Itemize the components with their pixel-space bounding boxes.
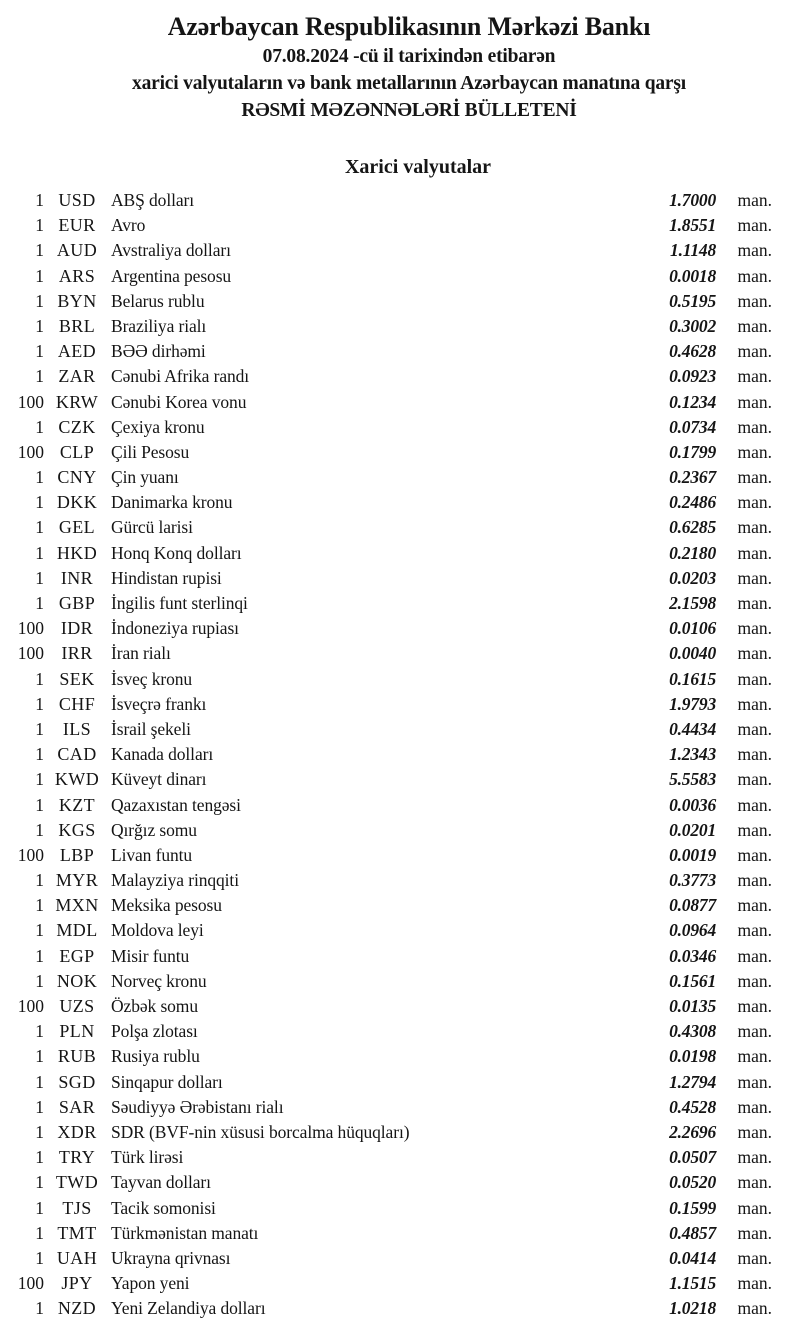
quantity: 100: [17, 441, 44, 462]
currency-name: İsveçrə frankı: [111, 693, 207, 714]
exchange-rate: 1.2794: [669, 1071, 716, 1092]
currency-code: TJS: [62, 1197, 92, 1218]
unit-label: man.: [737, 643, 772, 664]
currency-code: RUB: [57, 1046, 97, 1067]
currency-code: GBP: [58, 593, 96, 613]
quantity: 1: [35, 190, 44, 210]
currency-code: MXN: [55, 895, 99, 916]
quantity: 1: [35, 945, 44, 966]
currency-name: Norveç kronu: [111, 970, 207, 991]
unit-label: man.: [737, 794, 772, 815]
table-row: [0, 188, 800, 213]
currency-code: ILS: [62, 718, 92, 739]
page-title: Azərbaycan Respublikasının Mərkəzi Bankı: [167, 12, 651, 41]
currency-code: MDL: [56, 920, 98, 941]
exchange-rate: 0.0507: [669, 1147, 716, 1168]
exchange-rate: 0.0877: [669, 895, 716, 916]
exchange-rate: 0.3773: [669, 870, 716, 891]
table-row: [0, 339, 800, 364]
table-row: [0, 213, 800, 238]
unit-label: man.: [737, 920, 772, 941]
exchange-rate: 1.1148: [670, 240, 716, 261]
table-row: [0, 1070, 800, 1095]
quantity: 1: [35, 819, 44, 840]
currency-name: Cənubi Afrika randı: [111, 366, 250, 387]
unit-label: man.: [737, 1147, 772, 1168]
currency-name: Argentina pesosu: [111, 265, 232, 286]
table-row: [0, 692, 800, 717]
currency-name: Türk lirəsi: [111, 1147, 184, 1168]
quantity: 1: [35, 1121, 44, 1142]
currency-code: NZD: [57, 1298, 97, 1319]
exchange-rate: 0.0414: [669, 1247, 716, 1268]
unit-label: man.: [737, 895, 772, 916]
rates-table: [0, 188, 800, 1321]
table-row: [0, 440, 800, 465]
quantity: 1: [35, 693, 44, 714]
quantity: 1: [35, 718, 44, 739]
bulletin-header: [9, 10, 800, 124]
table-row: [0, 264, 800, 289]
unit-label: man.: [737, 416, 772, 437]
quantity: 1: [35, 794, 44, 815]
currency-code: JPY: [61, 1273, 93, 1294]
currency-code: PLN: [59, 1021, 95, 1042]
currency-name: Misir funtu: [111, 945, 190, 966]
currency-name: Türkmənistan manatı: [111, 1222, 259, 1243]
currency-code: HKD: [56, 542, 98, 563]
quantity: 1: [35, 668, 44, 689]
unit-label: man.: [737, 1121, 772, 1142]
exchange-rate: 0.0203: [669, 567, 716, 588]
unit-label: man.: [737, 970, 772, 991]
currency-name: İran rialı: [111, 643, 171, 664]
unit-label: man.: [737, 315, 772, 336]
currency-code: NOK: [56, 970, 98, 991]
unit-label: man.: [737, 1071, 772, 1092]
table-row: [0, 566, 800, 591]
currency-name: Danimarka kronu: [111, 492, 233, 513]
currency-name: İngilis funt sterlinqi: [111, 593, 248, 613]
quantity: 1: [35, 895, 44, 916]
table-row: [0, 314, 800, 339]
currency-name: Malayziya rinqqiti: [111, 870, 239, 891]
currency-name: Rusiya rublu: [111, 1046, 200, 1067]
unit-label: man.: [737, 1298, 772, 1319]
currency-name: İsveç kronu: [111, 668, 193, 689]
unit-label: man.: [737, 996, 772, 1016]
currency-code: IRR: [61, 643, 93, 664]
quantity: 100: [17, 844, 44, 865]
currency-name: Ukrayna qrivnası: [111, 1247, 231, 1268]
exchange-rate: 0.4528: [669, 1096, 716, 1117]
exchange-rate: 0.1561: [669, 970, 716, 991]
currency-code: AUD: [56, 240, 98, 261]
currency-code: LBP: [59, 844, 95, 865]
quantity: 1: [35, 870, 44, 891]
exchange-rate: 0.2180: [669, 542, 716, 563]
quantity: 100: [17, 643, 44, 664]
currency-code: MYR: [55, 870, 99, 891]
quantity: 1: [35, 1298, 44, 1319]
currency-code: CNY: [57, 467, 97, 488]
table-row: [0, 1271, 800, 1296]
currency-name: Avstraliya dolları: [111, 240, 231, 261]
exchange-rate: 0.0018: [669, 265, 716, 286]
unit-label: man.: [737, 567, 772, 588]
exchange-rate: 0.4434: [669, 718, 716, 739]
currency-code: KRW: [55, 391, 99, 412]
table-row: [0, 944, 800, 969]
unit-label: man.: [737, 517, 772, 538]
exchange-rate: 1.1515: [669, 1273, 716, 1294]
quantity: 1: [35, 1096, 44, 1117]
exchange-rate: 1.2343: [669, 744, 716, 765]
exchange-rate: 5.5583: [669, 769, 716, 790]
table-row: [0, 490, 800, 515]
unit-label: man.: [737, 1222, 772, 1243]
quantity: 1: [35, 769, 44, 790]
exchange-rate: 0.1615: [669, 668, 716, 689]
table-row: [0, 1044, 800, 1069]
currency-name: Yeni Zelandiya dolları: [111, 1298, 266, 1319]
quantity: 100: [17, 1273, 44, 1294]
table-row: [0, 1019, 800, 1044]
exchange-rate: 0.0040: [669, 643, 716, 664]
quantity: 1: [35, 366, 44, 387]
quantity: 1: [35, 542, 44, 563]
currency-code: SAR: [58, 1096, 96, 1117]
quantity: 1: [35, 593, 44, 613]
quantity: 1: [35, 1172, 44, 1193]
currency-name: Avro: [111, 215, 146, 236]
currency-code: KGS: [58, 819, 96, 840]
currency-name: Honq Konq dolları: [111, 542, 242, 563]
currency-code: UAH: [56, 1247, 98, 1268]
quantity: 1: [35, 1071, 44, 1092]
currency-name: ABŞ dolları: [111, 190, 194, 210]
table-row: [0, 1196, 800, 1221]
unit-label: man.: [737, 618, 772, 639]
currency-code: SEK: [59, 668, 95, 689]
quantity: 1: [35, 467, 44, 488]
table-row: [0, 667, 800, 692]
table-row: [0, 767, 800, 792]
unit-label: man.: [737, 769, 772, 790]
currency-name: Livan funtu: [111, 844, 193, 865]
currency-name: Gürcü larisi: [111, 517, 193, 538]
exchange-rate: 0.1234: [669, 391, 716, 412]
currency-code: KZT: [58, 794, 96, 815]
table-row: [0, 818, 800, 843]
currency-code: AED: [57, 341, 97, 362]
currency-code: UZS: [59, 996, 95, 1016]
currency-name: Kanada dolları: [111, 744, 214, 765]
table-row: [0, 843, 800, 868]
unit-label: man.: [737, 844, 772, 865]
unit-label: man.: [737, 1021, 772, 1042]
table-row: [0, 289, 800, 314]
exchange-rate: 0.0198: [669, 1046, 716, 1067]
currency-name: Polşa zlotası: [111, 1021, 198, 1042]
unit-label: man.: [737, 945, 772, 966]
currency-name: İndoneziya rupiası: [111, 618, 239, 639]
exchange-rate: 1.7000: [669, 190, 716, 210]
currency-name: Çexiya kronu: [111, 416, 205, 437]
unit-label: man.: [737, 1273, 772, 1294]
quantity: 1: [35, 567, 44, 588]
exchange-rate: 0.6285: [669, 517, 716, 538]
quantity: 1: [35, 1222, 44, 1243]
table-row: [0, 893, 800, 918]
unit-label: man.: [737, 870, 772, 891]
currency-name: Cənubi Korea vonu: [111, 391, 247, 412]
currency-code: TMT: [57, 1222, 97, 1243]
currency-code: KWD: [54, 769, 100, 790]
exchange-rate: 0.3002: [669, 315, 716, 336]
currency-name: Qırğız somu: [111, 819, 197, 840]
unit-label: man.: [737, 215, 772, 236]
table-row: [0, 641, 800, 666]
currency-code: INR: [60, 567, 94, 588]
currency-name: Sinqapur dolları: [111, 1071, 223, 1092]
exchange-rate: 2.1598: [669, 593, 716, 613]
exchange-rate: 0.4628: [669, 341, 716, 362]
currency-code: EGP: [59, 945, 95, 966]
unit-label: man.: [737, 1096, 772, 1117]
quantity: 1: [35, 265, 44, 286]
currency-code: EUR: [58, 215, 96, 236]
exchange-rate: 0.0923: [669, 366, 716, 387]
exchange-rate: 0.0201: [669, 819, 716, 840]
unit-label: man.: [737, 341, 772, 362]
currency-code: GEL: [58, 517, 96, 538]
unit-label: man.: [737, 1197, 772, 1218]
unit-label: man.: [737, 240, 772, 261]
unit-label: man.: [737, 1046, 772, 1067]
exchange-rate: 0.0964: [669, 920, 716, 941]
exchange-rate: 0.0036: [669, 794, 716, 815]
exchange-rate: 0.2486: [669, 492, 716, 513]
quantity: 100: [17, 996, 44, 1016]
table-row: [0, 1246, 800, 1271]
exchange-rate: 1.0218: [669, 1298, 716, 1319]
currency-name: Küveyt dinarı: [111, 769, 207, 790]
quantity: 1: [35, 315, 44, 336]
unit-label: man.: [737, 391, 772, 412]
table-row: [0, 591, 800, 616]
table-row: [0, 1145, 800, 1170]
unit-label: man.: [737, 819, 772, 840]
table-row: [0, 238, 800, 263]
quantity: 1: [35, 1197, 44, 1218]
section-title: Xarici valyutalar: [344, 156, 492, 178]
date-line: 07.08.2024 -cü il tarixindən etibarən: [262, 46, 556, 67]
table-row: [0, 717, 800, 742]
currency-code: ZAR: [58, 366, 96, 387]
currency-code: CAD: [57, 744, 97, 765]
table-row: [0, 1120, 800, 1145]
quantity: 100: [17, 391, 44, 412]
quantity: 1: [35, 215, 44, 236]
currency-name: Braziliya rialı: [111, 315, 207, 336]
quantity: 1: [35, 240, 44, 261]
currency-code: TRY: [58, 1147, 96, 1168]
unit-label: man.: [737, 1172, 772, 1193]
currency-name: Meksika pesosu: [111, 895, 222, 916]
quantity: 1: [35, 970, 44, 991]
quantity: 100: [17, 618, 44, 639]
table-row: [0, 364, 800, 389]
quantity: 1: [35, 416, 44, 437]
quantity: 1: [35, 920, 44, 941]
currency-code: BRL: [58, 315, 96, 336]
currency-code: SGD: [58, 1071, 96, 1092]
table-row: [0, 465, 800, 490]
unit-label: man.: [737, 190, 772, 210]
table-row: [0, 515, 800, 540]
currency-name: Özbək somu: [111, 996, 198, 1016]
unit-label: man.: [737, 668, 772, 689]
exchange-rate: 1.9793: [669, 693, 716, 714]
exchange-rate: 0.4857: [669, 1222, 716, 1243]
currency-code: DKK: [56, 492, 98, 513]
quantity: 1: [35, 341, 44, 362]
currency-name: İsrail şekeli: [111, 718, 191, 739]
exchange-rate: 0.0734: [669, 416, 716, 437]
exchange-rate: 0.1599: [669, 1197, 716, 1218]
exchange-rate: 0.0135: [669, 996, 716, 1016]
currency-code: CZK: [58, 416, 96, 437]
currency-name: Çin yuanı: [111, 467, 179, 488]
unit-label: man.: [737, 718, 772, 739]
unit-label: man.: [737, 492, 772, 513]
unit-label: man.: [737, 441, 772, 462]
exchange-rate: 0.1799: [669, 441, 716, 462]
quantity: 1: [35, 744, 44, 765]
exchange-rate: 2.2696: [669, 1121, 716, 1142]
exchange-rate: 0.2367: [669, 467, 716, 488]
currency-code: BYN: [57, 290, 97, 311]
table-row: [0, 415, 800, 440]
currency-name: Moldova leyi: [111, 920, 204, 941]
currency-name: Tayvan dolları: [111, 1172, 211, 1193]
currency-code: TWD: [55, 1172, 99, 1193]
currency-name: BƏƏ dirhəmi: [111, 341, 206, 362]
currency-code: IDR: [60, 618, 94, 639]
table-row: [0, 868, 800, 893]
currency-name: Səudiyyə Ərəbistanı rialı: [111, 1096, 284, 1117]
unit-label: man.: [737, 290, 772, 311]
unit-label: man.: [737, 366, 772, 387]
quantity: 1: [35, 290, 44, 311]
table-row: [0, 541, 800, 566]
table-row: [0, 1095, 800, 1120]
table-row: [0, 969, 800, 994]
quantity: 1: [35, 1021, 44, 1042]
table-row: [0, 994, 800, 1019]
table-row: [0, 793, 800, 818]
currency-code: XDR: [57, 1121, 97, 1142]
exchange-rate: 0.0019: [669, 844, 716, 865]
table-row: [0, 616, 800, 641]
unit-label: man.: [737, 744, 772, 765]
currency-name: Belarus rublu: [111, 290, 205, 311]
table-row: [0, 390, 800, 415]
currency-code: ARS: [58, 265, 96, 286]
quantity: 1: [35, 517, 44, 538]
exchange-rate: 0.0106: [669, 618, 716, 639]
exchange-rate: 0.0520: [669, 1172, 716, 1193]
currency-name: Hindistan rupisi: [111, 567, 222, 588]
currency-name: SDR (BVF-nin xüsusi borcalma hüquqları): [111, 1121, 410, 1142]
exchange-rate: 0.0346: [669, 945, 716, 966]
bulletin-title: RƏSMİ MƏZƏNNƏLƏRİ BÜLLETENİ: [241, 100, 577, 121]
unit-label: man.: [737, 593, 772, 613]
table-row: [0, 1221, 800, 1246]
quantity: 1: [35, 1147, 44, 1168]
subject-line: xarici valyutaların və bank metallarının Azərbaycan manatına qarşı: [132, 73, 686, 94]
unit-label: man.: [737, 265, 772, 286]
table-row: [0, 742, 800, 767]
quantity: 1: [35, 1247, 44, 1268]
currency-name: Çili Pesosu: [111, 441, 190, 462]
currency-code: USD: [58, 190, 96, 210]
currency-name: Qazaxıstan tengəsi: [111, 794, 241, 815]
unit-label: man.: [737, 693, 772, 714]
currency-code: CHF: [58, 693, 96, 714]
unit-label: man.: [737, 1247, 772, 1268]
quantity: 1: [35, 1046, 44, 1067]
table-row: [0, 1296, 800, 1321]
table-row: [0, 918, 800, 943]
unit-label: man.: [737, 467, 772, 488]
quantity: 1: [35, 492, 44, 513]
currency-name: Tacik somonisi: [111, 1197, 216, 1218]
exchange-rate: 1.8551: [669, 215, 716, 236]
exchange-rate: 0.4308: [669, 1021, 716, 1042]
currency-name: Yapon yeni: [111, 1273, 190, 1294]
currency-code: CLP: [59, 441, 95, 462]
unit-label: man.: [737, 542, 772, 563]
exchange-rate: 0.5195: [669, 290, 716, 311]
table-row: [0, 1170, 800, 1195]
